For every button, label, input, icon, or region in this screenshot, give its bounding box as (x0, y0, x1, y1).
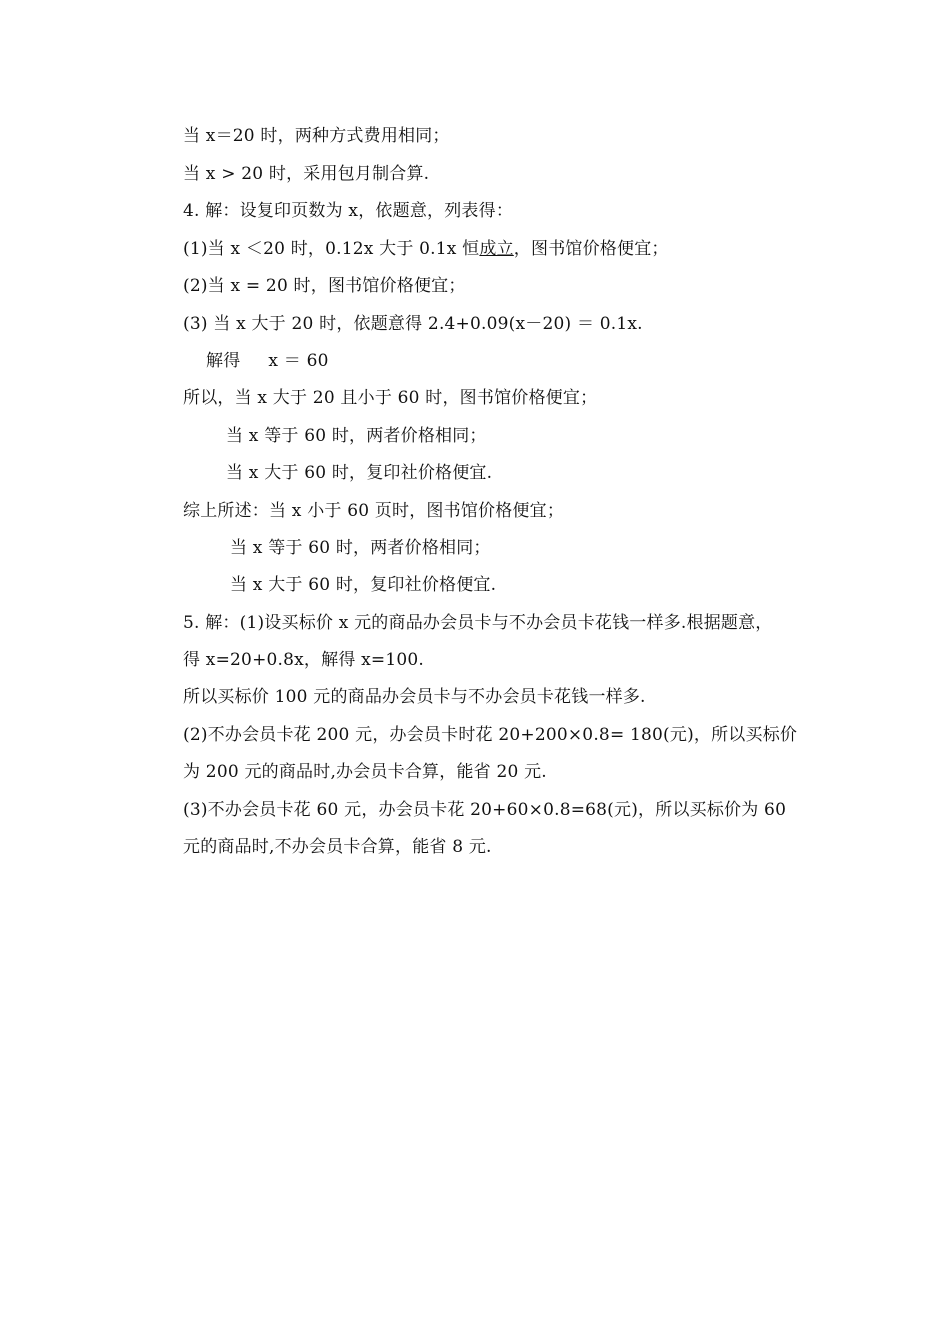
text-line: (3)不办会员卡花 60 元，办会员卡花 20+60×0.8=68(元)，所以买标价为 60 (183, 800, 787, 820)
text-line: 得 x=20+0.8x，解得 x=100. (183, 650, 425, 670)
text-line: 综上所述：当 x 小于 60 页时，图书馆价格便宜； (183, 501, 565, 521)
text-line: 元的商品时,不办会员卡合算，能省 8 元. (183, 837, 492, 857)
text-line: 当 x 等于 60 时，两者价格相同； (230, 538, 491, 558)
text-segment: (1)当 x ＜20 时，0.12x 大于 0.1x 恒 (183, 239, 480, 259)
text-line: 当 x 大于 60 时，复印社价格便宜. (230, 575, 497, 595)
text-line: (2)当 x = 20 时，图书馆价格便宜； (183, 276, 466, 296)
text-segment: ，图书馆价格便宜； (513, 239, 669, 259)
text-line: 5. 解：(1)设买标价 x 元的商品办会员卡与不办会员卡花钱一样多.根据题意， (183, 613, 773, 633)
text-line: (3) 当 x 大于 20 时，依题意得 2.4+0.09(x－20) ＝ 0.1x. (183, 314, 643, 334)
text-line: 当 x > 20 时，采用包月制合算. (183, 164, 430, 184)
text-line (183, 237, 669, 261)
underlined-text: 成立 (479, 239, 514, 259)
text-line: 当 x 等于 60 时，两者价格相同； (226, 426, 487, 446)
text-line: 当 x 大于 60 时，复印社价格便宜. (226, 463, 493, 483)
text-line: (2)不办会员卡花 200 元，办会员卡时花 20+200×0.8= 180(元)，所以买标价 (183, 725, 798, 745)
text-line: 当 x＝20 时，两种方式费用相同； (183, 126, 450, 146)
text-line: 4. 解：设复印页数为 x，依题意，列表得： (183, 201, 514, 221)
text-line: 为 200 元的商品时,办会员卡合算，能省 20 元. (183, 762, 547, 782)
text-line: 解得 x ＝ 60 (206, 351, 329, 371)
text-line: 所以，当 x 大于 20 且小于 60 时，图书馆价格便宜； (183, 388, 598, 408)
text-line: 所以买标价 100 元的商品办会员卡与不办会员卡花钱一样多. (183, 687, 646, 707)
